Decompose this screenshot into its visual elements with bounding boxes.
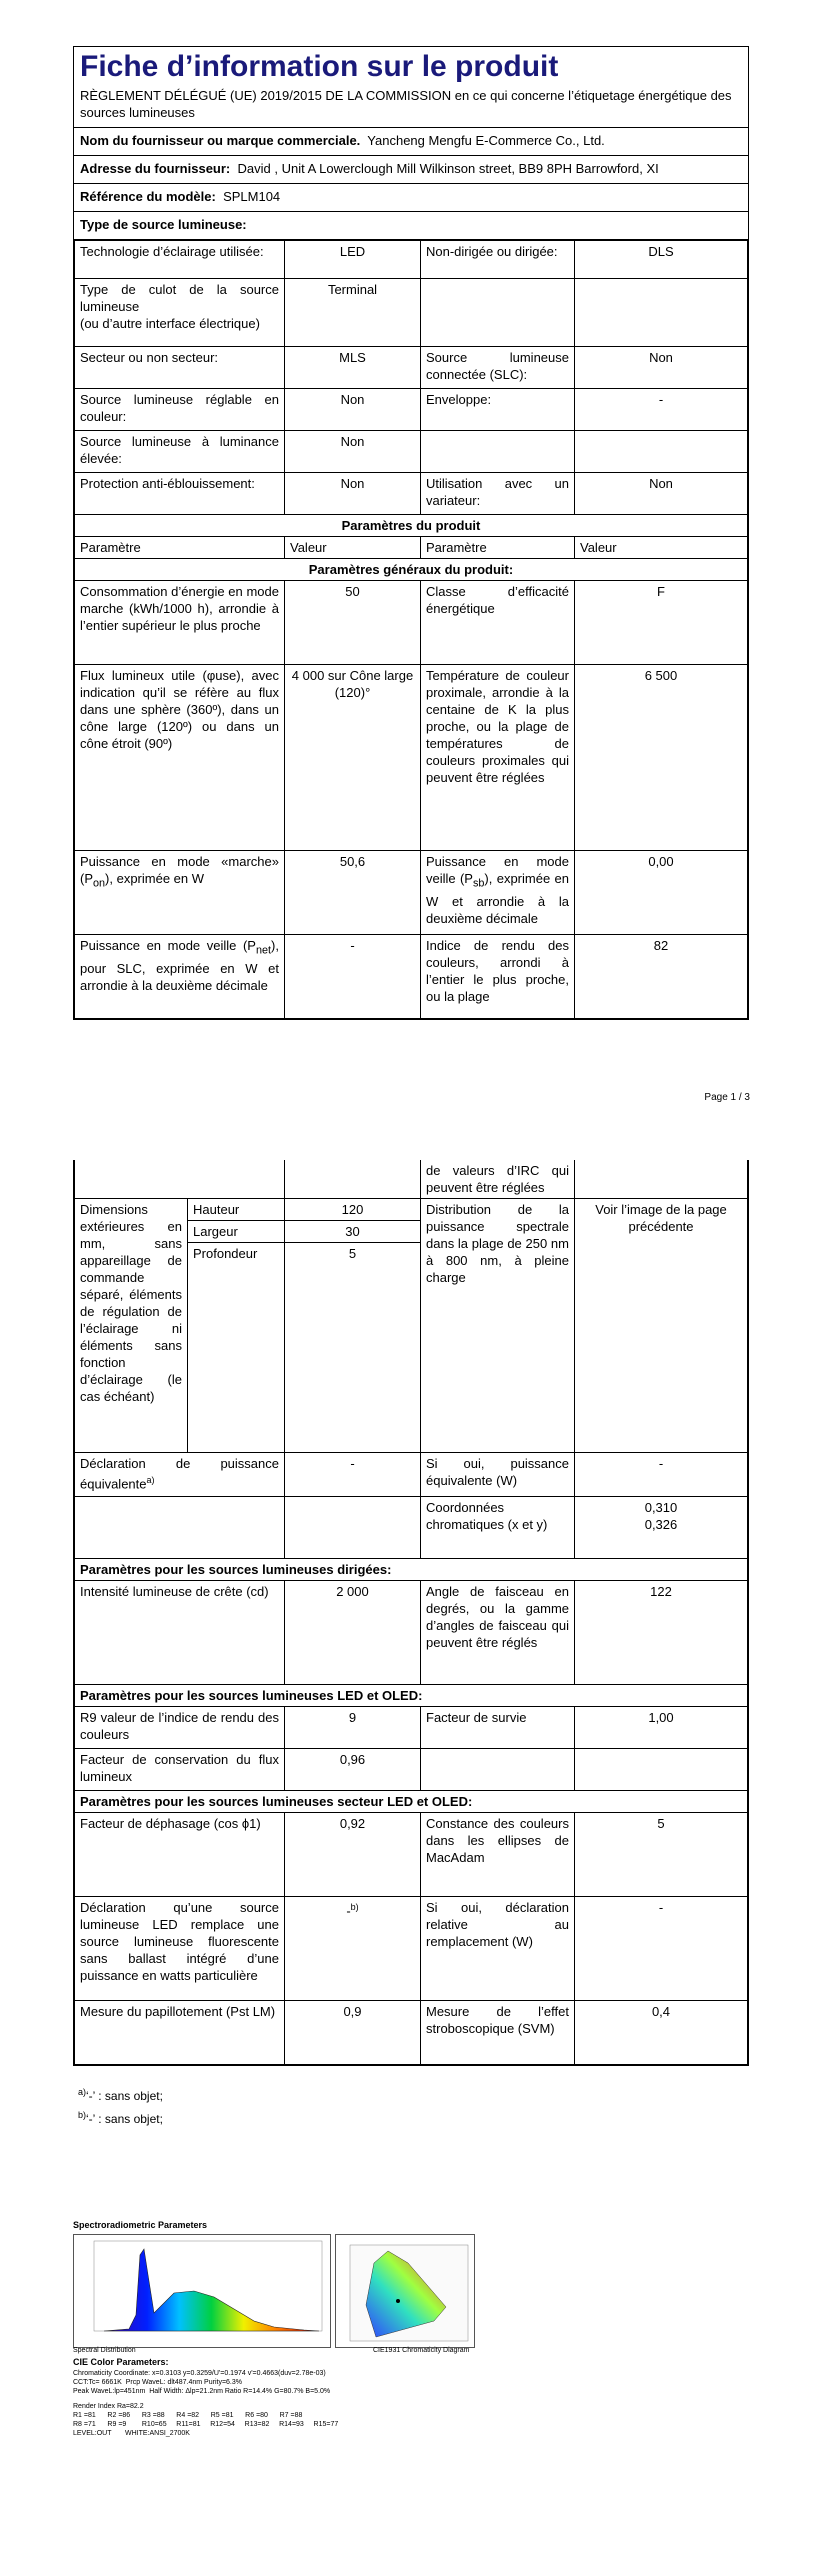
page-title: Fiche d’information sur le produit bbox=[80, 50, 559, 83]
slc-value: Non bbox=[575, 347, 748, 389]
replacement-watt-label: Si oui, déclaration relative au remplacement (W) bbox=[421, 1897, 575, 2001]
table-row bbox=[75, 1749, 748, 1791]
power-factor-value: 0,92 bbox=[285, 1813, 421, 1897]
led-heading: Paramètres pour les sources lumineuses LED et OLED: bbox=[75, 1685, 748, 1707]
flicker-value: 0,9 bbox=[285, 2001, 421, 2065]
spectral-caption: Spectral Distribution bbox=[73, 2347, 136, 2354]
mains-label: Secteur ou non secteur: bbox=[75, 347, 285, 389]
tech-value: LED bbox=[285, 241, 421, 279]
efficiency-label: Classe d’efficacité énergétique bbox=[421, 581, 575, 665]
spectral-distribution-panel bbox=[73, 2234, 331, 2348]
footnote-a-mark: a) bbox=[78, 2087, 87, 2097]
empty-cell bbox=[421, 431, 575, 473]
on-power-label bbox=[75, 851, 285, 935]
params-heading: Paramètres du produit bbox=[75, 515, 748, 537]
standby-sub: sb bbox=[472, 877, 485, 890]
cct-line: CCT:Tc= 6661K Prcp WaveL: dlt487.4nm Purity=6.3% bbox=[73, 2379, 242, 2386]
stroboscopic-value: 0,4 bbox=[575, 2001, 748, 2065]
table-row bbox=[75, 279, 748, 347]
empty-cell bbox=[575, 431, 748, 473]
flux-value: 4 000 sur Cône large (120)° bbox=[285, 665, 421, 851]
height-label: Hauteur bbox=[188, 1199, 285, 1221]
stroboscopic-label: Mesure de l’effet stroboscopique (SVM) bbox=[421, 2001, 575, 2065]
cri-label: Indice de rendu des couleurs, arrondi à l’entier le plus proche, ou la plage bbox=[421, 935, 575, 1019]
lumen-maintenance-value: 0,96 bbox=[285, 1749, 421, 1791]
empty-cell bbox=[575, 1160, 748, 1199]
cie-params-title: CIE Color Parameters: bbox=[73, 2357, 169, 2367]
table-row bbox=[75, 473, 748, 515]
address-row bbox=[74, 156, 748, 184]
on-power-value: 50,6 bbox=[285, 851, 421, 935]
product-sheet-continued bbox=[73, 1160, 749, 2066]
table-row bbox=[75, 537, 748, 559]
column-header-param: Paramètre bbox=[75, 537, 285, 559]
r9-value: 9 bbox=[285, 1707, 421, 1749]
flux-label: Flux lumineux utile (φuse), avec indication qu’il se réfère au flux dans une sphère (360º), dans un cône large (120º) ou dans un cône étroit (90º) bbox=[75, 665, 285, 851]
params-table-continued bbox=[74, 1160, 748, 2065]
cie-diagram-panel bbox=[335, 2234, 475, 2348]
r-values-line-2: R8 =71 R9 =9 R10=65 R11=81 R12=54 R13=82 R14=93 R15=77 bbox=[73, 2421, 339, 2428]
table-row bbox=[75, 935, 748, 1019]
on-power-text: Puissance en mode «marche» (P bbox=[80, 854, 279, 886]
spectral-distribution-plot bbox=[74, 2235, 330, 2347]
replacement-watt-value: - bbox=[575, 1897, 748, 2001]
equivalent-power-text: Déclaration de puissance équivalente bbox=[80, 1456, 279, 1492]
footnote-a-text: ‘-’ : sans objet; bbox=[86, 2089, 163, 2103]
table-row bbox=[75, 1453, 748, 1497]
table-row bbox=[75, 1497, 748, 1559]
spd-label: Distribution de la puissance spectrale dans la plage de 250 nm à 800 nm, à pleine charge bbox=[421, 1199, 575, 1453]
render-index-line: Render Index Ra=82.2 bbox=[73, 2403, 144, 2410]
r-values-line-1: R1 =81 R2 =86 R3 =88 R4 =82 R5 =81 R6 =80 R7 =88 bbox=[73, 2412, 303, 2419]
cap-value: Terminal bbox=[285, 279, 421, 347]
width-value: 30 bbox=[285, 1221, 421, 1243]
standby-text: Puissance en mode veille (P bbox=[426, 854, 569, 886]
standby-text2: ), exprimée en W et arrondie à la deuxième décimale bbox=[426, 871, 569, 926]
empty-cell bbox=[575, 279, 748, 347]
spd-value: Voir l’image de la page précédente bbox=[575, 1199, 748, 1453]
height-value: 120 bbox=[285, 1199, 421, 1221]
table-row bbox=[75, 851, 748, 935]
table-row bbox=[75, 1199, 748, 1221]
directional-label: Non-dirigée ou dirigée: bbox=[421, 241, 575, 279]
general-heading: Paramètres généraux du produit: bbox=[75, 559, 748, 581]
envelope-value: - bbox=[575, 389, 748, 431]
table-row bbox=[75, 389, 748, 431]
chromaticity-value bbox=[575, 1497, 748, 1559]
replacement-value bbox=[285, 1897, 421, 2001]
dimmer-value: Non bbox=[575, 473, 748, 515]
cie-caption: CIE1931 Chromaticity Diagram bbox=[373, 2347, 470, 2354]
column-header-value: Valeur bbox=[575, 537, 748, 559]
table-row bbox=[75, 559, 748, 581]
envelope-label: Enveloppe: bbox=[421, 389, 575, 431]
beam-angle-value: 122 bbox=[575, 1581, 748, 1685]
column-header-param: Paramètre bbox=[421, 537, 575, 559]
tech-label: Technologie d’éclairage utilisée: bbox=[75, 241, 285, 279]
table-row bbox=[75, 1813, 748, 1897]
color-tunable-value: Non bbox=[285, 389, 421, 431]
empty-cell bbox=[421, 279, 575, 347]
survival-label: Facteur de survie bbox=[421, 1707, 575, 1749]
consumption-label: Consommation d’énergie en mode marche (kWh/1000 h), arrondie à l’entier supérieur le plus proche bbox=[75, 581, 285, 665]
footnote-b-text: ‘-’ : sans objet; bbox=[86, 2112, 163, 2126]
efficiency-value: F bbox=[575, 581, 748, 665]
table-row bbox=[75, 2001, 748, 2065]
peak-intensity-value: 2 000 bbox=[285, 1581, 421, 1685]
spectro-report bbox=[73, 2220, 473, 2450]
cct-value: 6 500 bbox=[575, 665, 748, 851]
equivalent-watt-value: - bbox=[575, 1453, 748, 1497]
footnote-a bbox=[78, 2087, 163, 2103]
supplier-value: Yancheng Mengfu E-Commerce Co., Ltd. bbox=[367, 133, 605, 148]
peak-line: Peak WaveL:lp=451nm Half Width: Δlp=21.2nm Ratio R=14.4% G=80.7% B=5.0% bbox=[73, 2388, 331, 2395]
source-type-heading: Type de source lumineuse: bbox=[74, 212, 748, 240]
mains-value: MLS bbox=[285, 347, 421, 389]
dimmer-label: Utilisation avec un variateur: bbox=[421, 473, 575, 515]
replacement-dash: - bbox=[346, 1903, 351, 1919]
cap-label bbox=[75, 279, 285, 347]
beam-angle-label: Angle de faisceau en degrés, ou la gamme d’angles de faisceau qui peuvent être réglés bbox=[421, 1581, 575, 1685]
high-luminance-label: Source lumineuse à luminance élevée: bbox=[75, 431, 285, 473]
page-1 bbox=[0, 0, 818, 1125]
spectro-title: Spectroradiometric Parameters bbox=[73, 2220, 208, 2230]
consumption-value: 50 bbox=[285, 581, 421, 665]
slc-label: Source lumineuse connectée (SLC): bbox=[421, 347, 575, 389]
replacement-label: Déclaration qu’une source lumineuse LED remplace une source lumineuse fluorescente sans ballast intégré d’une puissance en watts particulière bbox=[75, 1897, 285, 2001]
cap-label-text: Type de culot de la source lumineuse bbox=[80, 282, 279, 314]
table-row bbox=[75, 1685, 748, 1707]
net-standby-text: Puissance en mode veille (P bbox=[80, 938, 256, 953]
survival-value: 1,00 bbox=[575, 1707, 748, 1749]
table-row bbox=[75, 1791, 748, 1813]
page-number: Page 1 / 3 bbox=[704, 1092, 750, 1103]
regulation-text: RÈGLEMENT DÉLÉGUÉ (UE) 2019/2015 DE LA COMMISSION en ce qui concerne l’étiquetage énergétique des sources lumineuses bbox=[74, 85, 748, 128]
high-luminance-value: Non bbox=[285, 431, 421, 473]
table-row bbox=[75, 241, 748, 279]
table-row bbox=[75, 581, 748, 665]
empty-cell bbox=[75, 1160, 285, 1199]
cri-value: 82 bbox=[575, 935, 748, 1019]
table-row bbox=[75, 1559, 748, 1581]
on-power-text2: ), exprimée en W bbox=[105, 871, 205, 886]
table-row bbox=[75, 665, 748, 851]
power-factor-label: Facteur de déphasage (cos ϕ1) bbox=[75, 1813, 285, 1897]
product-sheet bbox=[73, 46, 749, 1020]
on-power-sub: on bbox=[93, 877, 106, 890]
cri-label-continued: de valeurs d’IRC qui peuvent être réglées bbox=[421, 1160, 575, 1199]
empty-cell bbox=[421, 1749, 575, 1791]
width-label: Largeur bbox=[188, 1221, 285, 1243]
table-row bbox=[75, 347, 748, 389]
flicker-label: Mesure du papillotement (Pst LM) bbox=[75, 2001, 285, 2065]
r9-label: R9 valeur de l’indice de rendu des couleurs bbox=[75, 1707, 285, 1749]
glare-value: Non bbox=[285, 473, 421, 515]
type-table bbox=[74, 240, 748, 1019]
directed-heading: Paramètres pour les sources lumineuses dirigées: bbox=[75, 1559, 748, 1581]
net-standby-value: - bbox=[285, 935, 421, 1019]
empty-cell bbox=[575, 1749, 748, 1791]
equivalent-power-label bbox=[75, 1453, 285, 1497]
standby-value: 0,00 bbox=[575, 851, 748, 935]
peak-intensity-label: Intensité lumineuse de crête (cd) bbox=[75, 1581, 285, 1685]
net-standby-label bbox=[75, 935, 285, 1019]
footnote-b-mark: b) bbox=[78, 2110, 87, 2120]
macadam-value: 5 bbox=[575, 1813, 748, 1897]
cap-label-sub: (ou d’autre interface électrique) bbox=[80, 316, 260, 331]
table-row bbox=[75, 1160, 748, 1199]
chromaticity-x: 0,310 bbox=[644, 1500, 678, 1515]
level-line: LEVEL:OUT WHITE:ANSI_2700K bbox=[73, 2430, 190, 2437]
glare-label: Protection anti-éblouissement: bbox=[75, 473, 285, 515]
depth-label: Profondeur bbox=[188, 1243, 285, 1453]
table-row bbox=[75, 1707, 748, 1749]
dimensions-label: Dimensions extérieures en mm, sans appareillage de commande séparé, éléments de régulation de l’éclairage ni éléments sans fonction d’éclairage (le cas échéant) bbox=[75, 1199, 188, 1453]
footnote-ref: b) bbox=[350, 1902, 359, 1912]
cct-label: Température de couleur proximale, arrondie à la centaine de K la plus proche, ou la plage de températures de couleurs proximales qui peuvent être réglées bbox=[421, 665, 575, 851]
footnote-ref: a) bbox=[146, 1475, 155, 1485]
macadam-label: Constance des couleurs dans les ellipses de MacAdam bbox=[421, 1813, 575, 1897]
equivalent-watt-label: Si oui, puissance équivalente (W) bbox=[421, 1453, 575, 1497]
empty-cell bbox=[285, 1160, 421, 1199]
empty-cell bbox=[285, 1497, 421, 1559]
net-standby-sub: net bbox=[255, 944, 272, 957]
depth-value: 5 bbox=[285, 1243, 421, 1453]
model-label: Référence du modèle: bbox=[80, 189, 216, 204]
net-standby-text2: ), pour SLC, exprimée en W et arrondie à la deuxième décimale bbox=[80, 938, 279, 993]
page-2 bbox=[0, 1150, 818, 2560]
footnote-b bbox=[78, 2110, 163, 2126]
table-row bbox=[75, 1897, 748, 2001]
chromaticity-line: Chromaticity Coordinate: x=0.3103 y=0.3259/U'=0.1974 v'=0.4663(duv=2.78e-03) bbox=[73, 2370, 326, 2377]
table-row bbox=[75, 515, 748, 537]
table-row bbox=[75, 431, 748, 473]
supplier-label: Nom du fournisseur ou marque commerciale. bbox=[80, 133, 361, 148]
equivalent-power-value: - bbox=[285, 1453, 421, 1497]
address-value: David , Unit A Lowerclough Mill Wilkinson street, BB9 8PH Barrowford, XI bbox=[237, 161, 659, 176]
chromaticity-y: 0,326 bbox=[644, 1517, 678, 1532]
standby-label bbox=[421, 851, 575, 935]
model-value: SPLM104 bbox=[223, 189, 281, 204]
model-row bbox=[74, 184, 748, 212]
mains-heading: Paramètres pour les sources lumineuses secteur LED et OLED: bbox=[75, 1791, 748, 1813]
empty-cell bbox=[75, 1497, 285, 1559]
lumen-maintenance-label: Facteur de conservation du flux lumineux bbox=[75, 1749, 285, 1791]
cie-diagram-plot bbox=[336, 2235, 474, 2347]
color-tunable-label: Source lumineuse réglable en couleur: bbox=[75, 389, 285, 431]
directional-value: DLS bbox=[575, 241, 748, 279]
supplier-row bbox=[74, 128, 748, 156]
chromaticity-label: Coordonnées chromatiques (x et y) bbox=[421, 1497, 575, 1559]
address-label: Adresse du fournisseur: bbox=[80, 161, 231, 176]
column-header-value: Valeur bbox=[285, 537, 421, 559]
table-row bbox=[75, 1581, 748, 1685]
